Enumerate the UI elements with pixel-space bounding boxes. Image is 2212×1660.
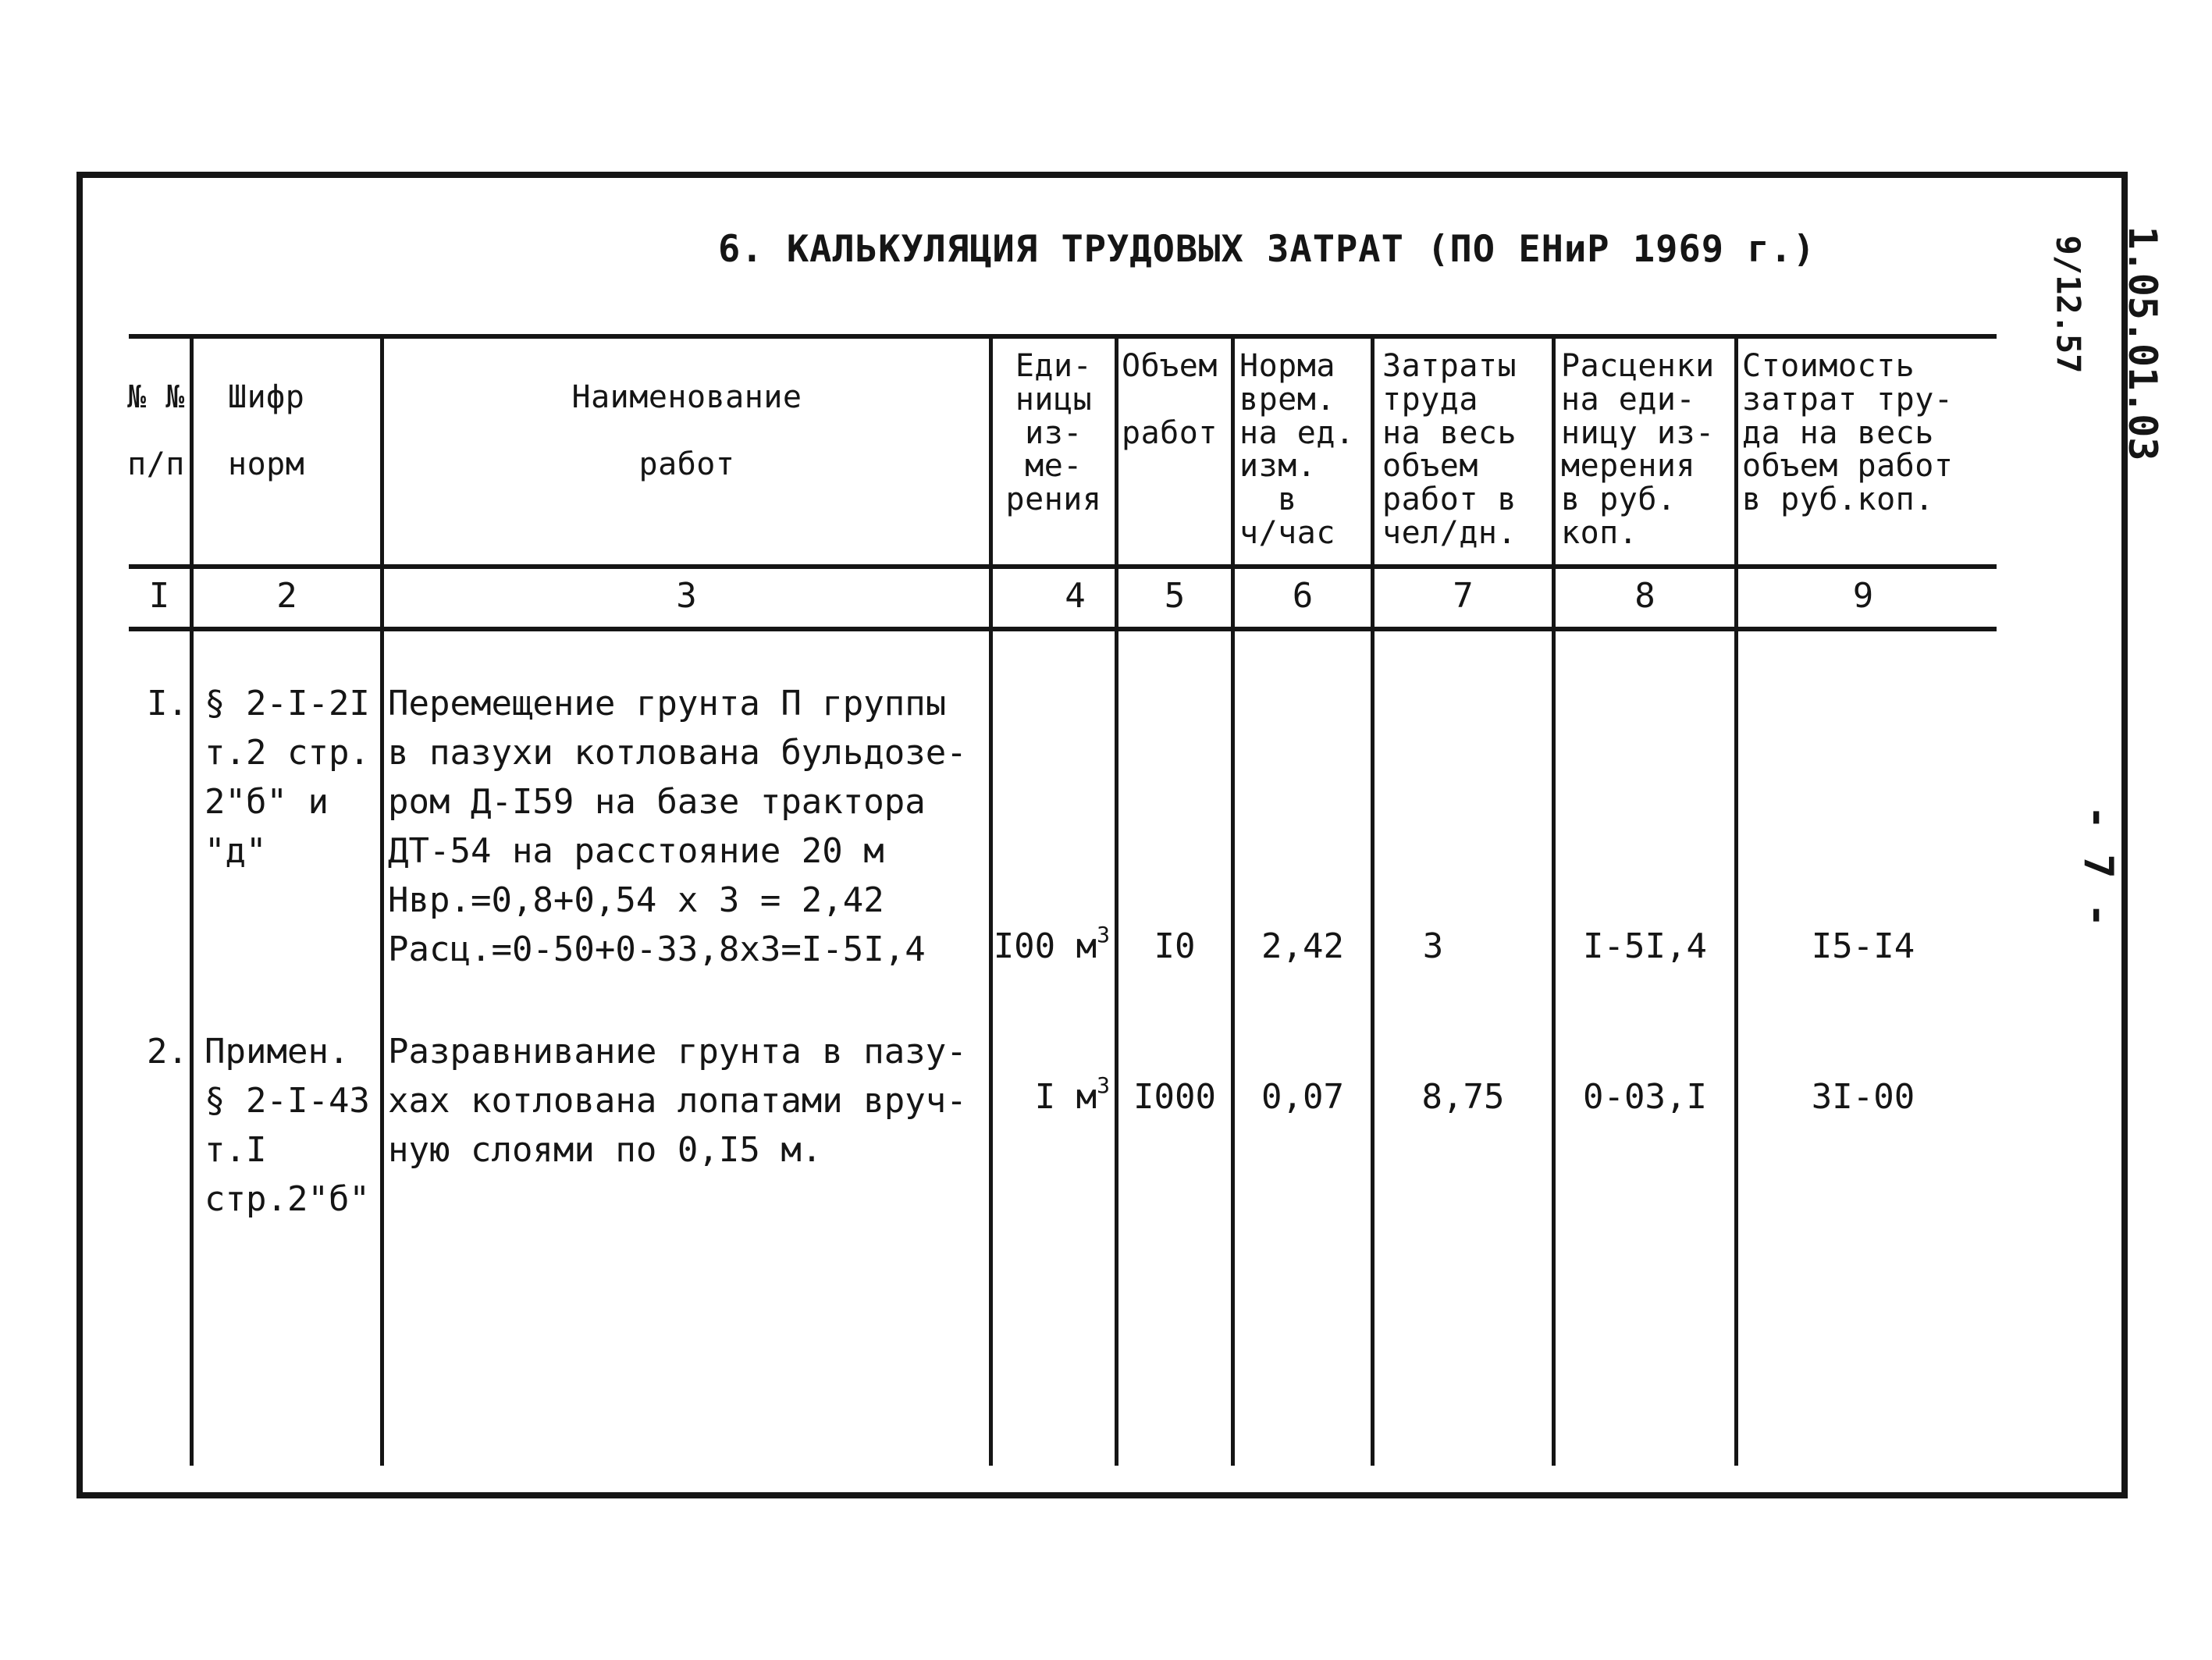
side-document-code: 1.05.01.03 [2120,226,2165,461]
total-cost-value: 3I-00 [1811,1077,1915,1117]
header-row-number: № № п/п [127,379,185,482]
column-number-9: 9 [1852,576,1874,616]
header-bottom-rule [129,564,1997,569]
unit-value [993,1072,1110,1121]
header-norm-code: Шифр норм [228,379,305,482]
side-stamp: 9/12.57 [2049,235,2088,374]
work-name: Перемещение грунта П группы в пазухи котлована бульдозе- ром Д-I59 на базе трактора ДТ-54 на расстояние 20 м Нвр.=0,8+0,54 х 3 = 2,42 Расц.=0-50+0-33,8х3=I-5I,4 [388,684,967,969]
column-number-1: I [148,576,170,616]
unit-value [993,922,1110,971]
header-labor-cost: Затраты труда на весь объем работ в чел/дн. [1382,348,1517,551]
unit-superscript: 3 [1097,1072,1110,1098]
page-number: - 7 - [2075,805,2121,928]
column-number-8: 8 [1634,576,1655,616]
labor-cost-value: 8,75 [1421,1077,1505,1117]
column-divider [1734,336,1738,1466]
rate-value: 0-03,I [1583,1077,1707,1117]
row-number: 2. [147,1032,188,1072]
header-work-name: Наименование работ [571,379,802,482]
time-norm-value: 0,07 [1261,1077,1344,1117]
time-norm-value: 2,42 [1261,926,1344,966]
column-divider [380,336,384,1466]
column-number-2: 2 [276,576,297,616]
volume-value: I000 [1133,1077,1216,1117]
column-divider [1115,336,1118,1466]
column-divider [190,336,194,1466]
column-number-5: 5 [1164,576,1186,616]
unit-text: I00 м [993,926,1097,966]
column-divider [1552,336,1556,1466]
numbers-bottom-rule [129,627,1997,631]
header-unit: Еди- ницы из- ме- рения [1005,348,1102,518]
document-title: 6. КАЛЬКУЛЯЦИЯ ТРУДОВЫХ ЗАТРАТ (ПО ЕНиР 1969 г.) [718,228,1816,271]
unit-superscript: 3 [1097,922,1110,947]
column-divider [1231,336,1235,1466]
column-number-4: 4 [1065,576,1086,616]
column-number-3: 3 [676,576,697,616]
row-number: I. [147,684,188,723]
total-cost-value: I5-I4 [1811,926,1915,966]
volume-value: I0 [1154,926,1196,966]
header-volume: Объем работ [1122,348,1218,451]
column-number-6: 6 [1292,576,1314,616]
header-rate: Расценки на еди- ницу из- мерения в руб. коп. [1561,348,1715,551]
column-number-7: 7 [1453,576,1474,616]
table-top-rule [129,334,1997,339]
header-time-norm: Норма врем. на ед. изм. в ч/час [1239,348,1355,551]
rate-value: I-5I,4 [1583,926,1707,966]
norm-code: § 2-I-2I т.2 стр. 2"б" и "д" [204,684,370,871]
column-divider [1371,336,1374,1466]
unit-text: I м [1034,1077,1097,1117]
labor-cost-value: 3 [1422,926,1444,966]
header-total-cost: Стоимость затрат тру- да на весь объем работ в руб.коп. [1742,348,1954,518]
norm-code: Примен. § 2-I-43 т.I стр.2"б" [204,1032,370,1219]
work-name: Разравнивание грунта в пазу- хах котлована лопатами вруч- ную слоями по 0,I5 м. [388,1032,967,1170]
